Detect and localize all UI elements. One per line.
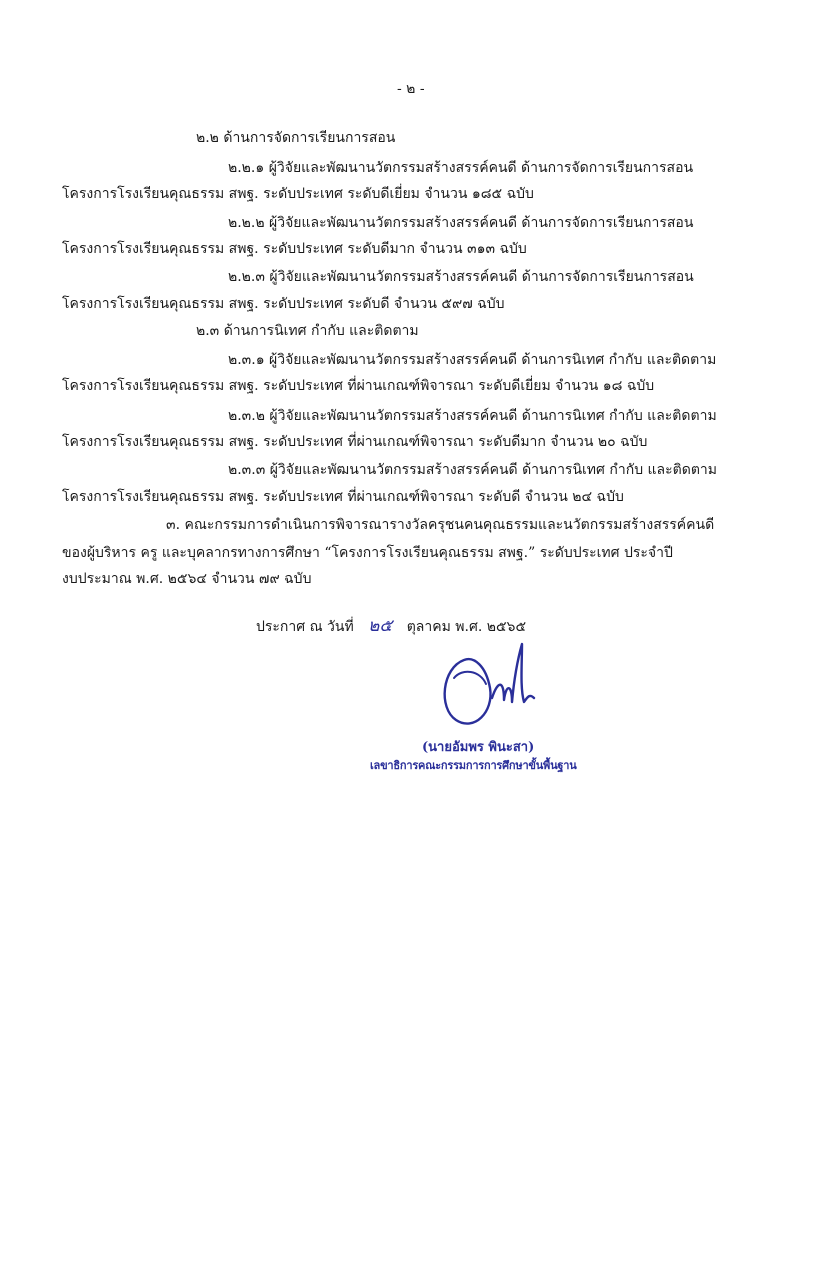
item-2-3-3-line2: โครงการโรงเรียนคุณธรรม สพฐ. ระดับประเทศ ที่ผ่านเกณฑ์พิจารณา ระดับดี จำนวน ๒๔ ฉบับ xyxy=(62,489,624,505)
item-2-3-2-line2: โครงการโรงเรียนคุณธรรม สพฐ. ระดับประเทศ ที่ผ่านเกณฑ์พิจารณา ระดับดีมาก จำนวน ๒๐ ฉบับ xyxy=(62,434,648,450)
announcement-month-year: ตุลาคม พ.ศ. ๒๕๖๕ xyxy=(406,619,527,635)
item-2-2-1-line1: ๒.๒.๑ ผู้วิจัยและพัฒนานวัตกรรมสร้างสรรค์คนดี ด้านการจัดการเรียนการสอน xyxy=(228,160,694,176)
signer-name: (นายอัมพร พินะสา) xyxy=(422,740,535,755)
announcement-day-handwritten: ๒๕ xyxy=(368,616,393,636)
announcement-prefix: ประกาศ ณ วันที่ xyxy=(256,619,354,635)
item-3-line2: ของผู้บริหาร ครู และบุคลากรทางการศึกษา “โครงการโรงเรียนคุณธรรม สพฐ.” ระดับประเทศ ประจำปี xyxy=(62,545,673,561)
item-2-2-1-line2: โครงการโรงเรียนคุณธรรม สพฐ. ระดับประเทศ ระดับดีเยี่ยม จำนวน ๑๘๕ ฉบับ xyxy=(62,186,534,202)
announcement-date xyxy=(256,617,526,636)
item-2-3-2-line1: ๒.๓.๒ ผู้วิจัยและพัฒนานวัตกรรมสร้างสรรค์คนดี ด้านการนิเทศ กำกับ และติดตาม xyxy=(228,408,717,424)
item-3-line3: งบประมาณ พ.ศ. ๒๕๖๔ จำนวน ๗๙ ฉบับ xyxy=(62,571,312,587)
item-2-3-1-line2: โครงการโรงเรียนคุณธรรม สพฐ. ระดับประเทศ ที่ผ่านเกณฑ์พิจารณา ระดับดีเยี่ยม จำนวน ๑๘ ฉบับ xyxy=(62,378,655,394)
section-heading-2-2: ๒.๒ ด้านการจัดการเรียนการสอน xyxy=(196,130,396,146)
item-2-2-2-line1: ๒.๒.๒ ผู้วิจัยและพัฒนานวัตกรรมสร้างสรรค์คนดี ด้านการจัดการเรียนการสอน xyxy=(228,215,694,231)
section-heading-2-3: ๒.๓ ด้านการนิเทศ กำกับ และติดตาม xyxy=(196,323,419,339)
item-3-line1: ๓. คณะกรรมการดำเนินการพิจารณารางวัลครุชนคนคุณธรรมและนวัตกรรมสร้างสรรค์คนดี xyxy=(166,517,715,533)
item-2-3-1-line1: ๒.๓.๑ ผู้วิจัยและพัฒนานวัตกรรมสร้างสรรค์คนดี ด้านการนิเทศ กำกับ และติดตาม xyxy=(228,352,717,368)
item-2-3-3-line1: ๒.๓.๓ ผู้วิจัยและพัฒนานวัตกรรมสร้างสรรค์คนดี ด้านการนิเทศ กำกับ และติดตาม xyxy=(228,462,718,478)
item-2-2-3-line1: ๒.๒.๓ ผู้วิจัยและพัฒนานวัตกรรมสร้างสรรค์คนดี ด้านการจัดการเรียนการสอน xyxy=(228,269,694,285)
signer-title: เลขาธิการคณะกรรมการการศึกษาขั้นพื้นฐาน xyxy=(370,759,577,772)
page-number: - ๒ - xyxy=(397,81,425,97)
item-2-2-3-line2: โครงการโรงเรียนคุณธรรม สพฐ. ระดับประเทศ ระดับดี จำนวน ๕๙๗ ฉบับ xyxy=(62,296,505,312)
item-2-2-2-line2: โครงการโรงเรียนคุณธรรม สพฐ. ระดับประเทศ ระดับดีมาก จำนวน ๓๑๓ ฉบับ xyxy=(62,241,527,257)
handwritten-signature xyxy=(434,640,554,732)
